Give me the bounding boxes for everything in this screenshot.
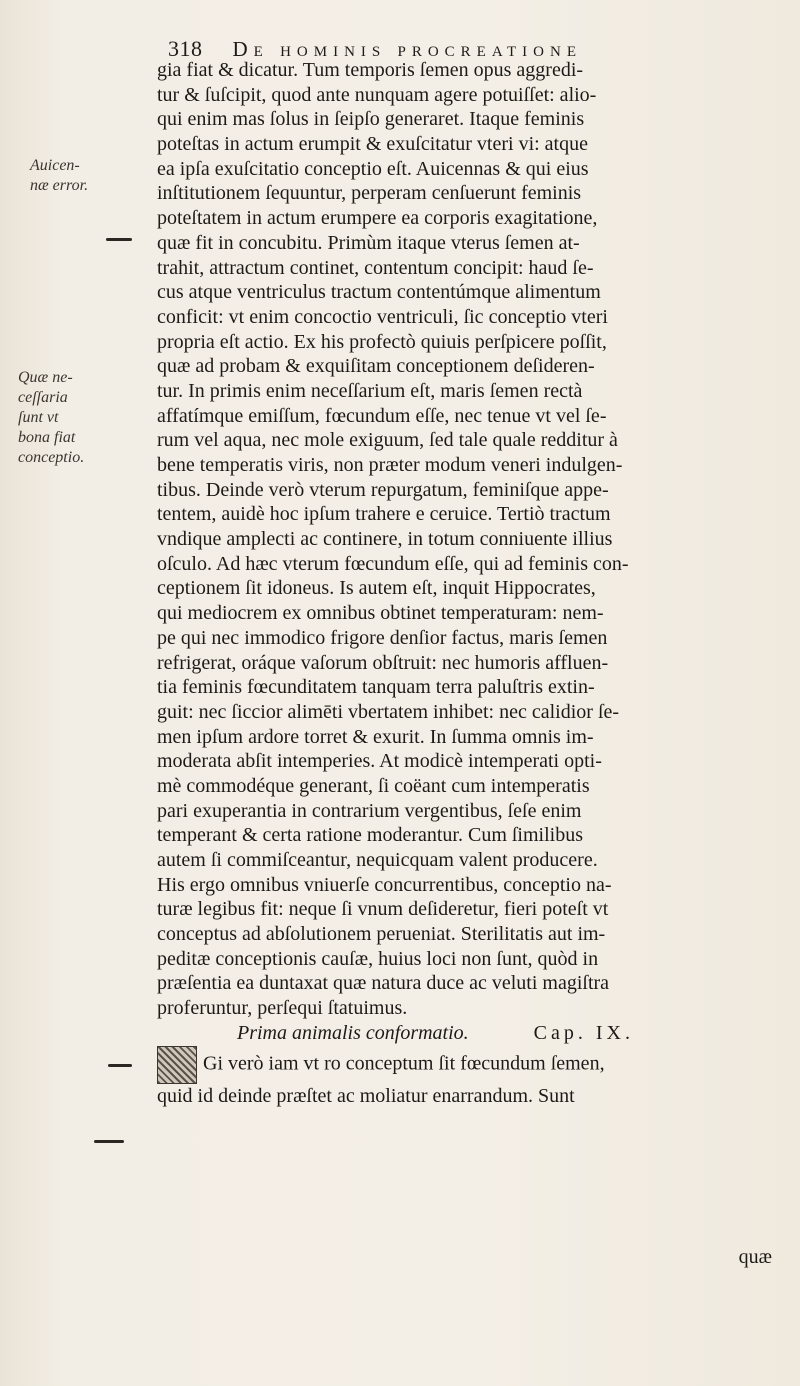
catchword: quæ [738,1246,772,1268]
text-line: quæ ad probam & exquiſitam conceptionem deſideren- [157,355,595,378]
text-line: tur. In primis enim neceſſarium eſt, maris ſemen rectà [157,379,583,402]
text-line: temperant & certa ratione moderantur. Cum ſimilibus [157,824,583,847]
body-text [157,58,775,1108]
text-line: conficit: vt enim concoctio ventriculi, ſic conceptio vteri [157,305,608,328]
text-line: quæ fit in concubitu. Primùm itaque vterus ſemen at- [157,231,580,254]
text-line: vndique amplecti ac continere, in totum conniuente illius [157,528,613,551]
margin-dash-mark [108,1064,132,1067]
text-line: proferuntur, perſequi ſtatuimus. [157,997,408,1020]
text-line: quid id deinde præſtet ac moliatur enarrandum. Sunt [157,1084,575,1107]
text-line: gia fiat & dicatur. Tum temporis ſemen opus aggredi- [157,59,584,81]
chapter-title: Prima animalis conformatio. [237,1021,469,1044]
text-line: qui mediocrem ex omnibus obtinet temperaturam: nem- [157,602,604,625]
text-line: pari exuperantia in contrarium vergentibus, ſeſe enim [157,799,582,822]
page-number: 318 [168,36,203,61]
text-line: pe qui nec immodico frigore denſior factus, maris ſemen [157,626,608,649]
text-line: tia feminis fœcunditatem tanquam terra paluſtris extin- [157,676,595,699]
text-line: ea ipſa exuſcitatio conceptio eſt. Auicennas & qui eius [157,157,589,180]
text-line: rum vel aqua, nec mole exiguum, ſed tale quale redditur à [157,429,618,452]
margin-dash-mark [106,238,132,241]
text-line: tur & ſuſcipit, quod ante nunquam agere potuiſſet: alio- [157,83,597,106]
text-line [157,1046,775,1084]
chapter-label: Cap. IX. [533,1021,634,1044]
text-line: inſtitutionem ſequuntur, perperam cenſuerunt feminis [157,182,582,205]
text-line: refrigerat, oráque vaſorum obſtruit: nec humoris affluen- [157,651,609,674]
text-line: men ipſum ardore torret & exurit. In ſumma omnis im- [157,725,594,748]
text-line: turæ legibus fit: neque ſi vnum deſideretur, fieri poteſt vt [157,898,609,921]
text-line: bene temperatis viris, non præter modum veneri indulgen- [157,454,623,476]
text-line: guit: nec ſiccior alimēti vbertatem inhibet: nec calidior ſe- [157,700,620,723]
chapter-line: Gi verò iam vt ro conceptum ſit fœcundum ſemen, [203,1052,605,1075]
text-line: moderata abſit intemperies. At modicè intemperati opti- [157,750,602,773]
text-line: qui enim mas ſolus in ſeipſo generaret. Itaque feminis [157,108,585,131]
text-line: præſentia ea duntaxat quæ natura duce ac veluti magiſtra [157,972,610,995]
margin-dash-mark [94,1140,124,1143]
chapter-heading [157,1021,775,1046]
ornamental-initial-icon [157,1046,197,1084]
text-line: poteſtas in actum erumpit & exuſcitatur vteri vi: atque [157,133,588,156]
margin-note-avicenna: Auicen- næ error. [30,157,89,194]
text-line: peditæ conceptionis cauſæ, huius loci non ſunt, quòd in [157,947,599,970]
text-line: propria eſt actio. Ex his profectò quiuis perſpicere poſſit, [157,330,607,353]
margin-note-conceptio: Quæ ne- ceſſaria ſunt vt bona fiat conceptio. [18,369,85,466]
text-line: tentem, auidè hoc ipſum trahere e ceruice. Tertiò tractum [157,503,611,526]
text-line: conceptus ad abſolutionem perueniat. Sterilitatis aut im- [157,923,606,946]
text-line: mè commodéque generant, ſi coëant cum intemperatis [157,774,590,797]
text-line: His ergo omnibus vniuerſe concurrentibus, conceptio na- [157,873,612,896]
running-title: De hominis procreatione [232,37,583,61]
text-line: cus atque ventriculus tractum contentúmque alimentum [157,281,601,304]
text-line: ceptionem ſit idoneus. Is autem eſt, inquit Hippocrates, [157,577,596,600]
text-line: oſculo. Ad hæc vterum fœcundum eſſe, qui ad feminis con- [157,552,629,575]
text-line: trahit, attractum continet, contentum concipit: haud ſe- [157,256,594,279]
text-line: tibus. Deinde verò vterum repurgatum, feminiſque appe- [157,478,609,501]
text-line: poteſtatem in actum erumpere ea corporis exagitatione, [157,207,598,230]
text-line: autem ſi commiſceantur, nequicquam valent producere. [157,849,598,871]
text-line: affatímque emiſſum, fœcundum eſſe, nec tenue vt vel ſe- [157,404,607,427]
